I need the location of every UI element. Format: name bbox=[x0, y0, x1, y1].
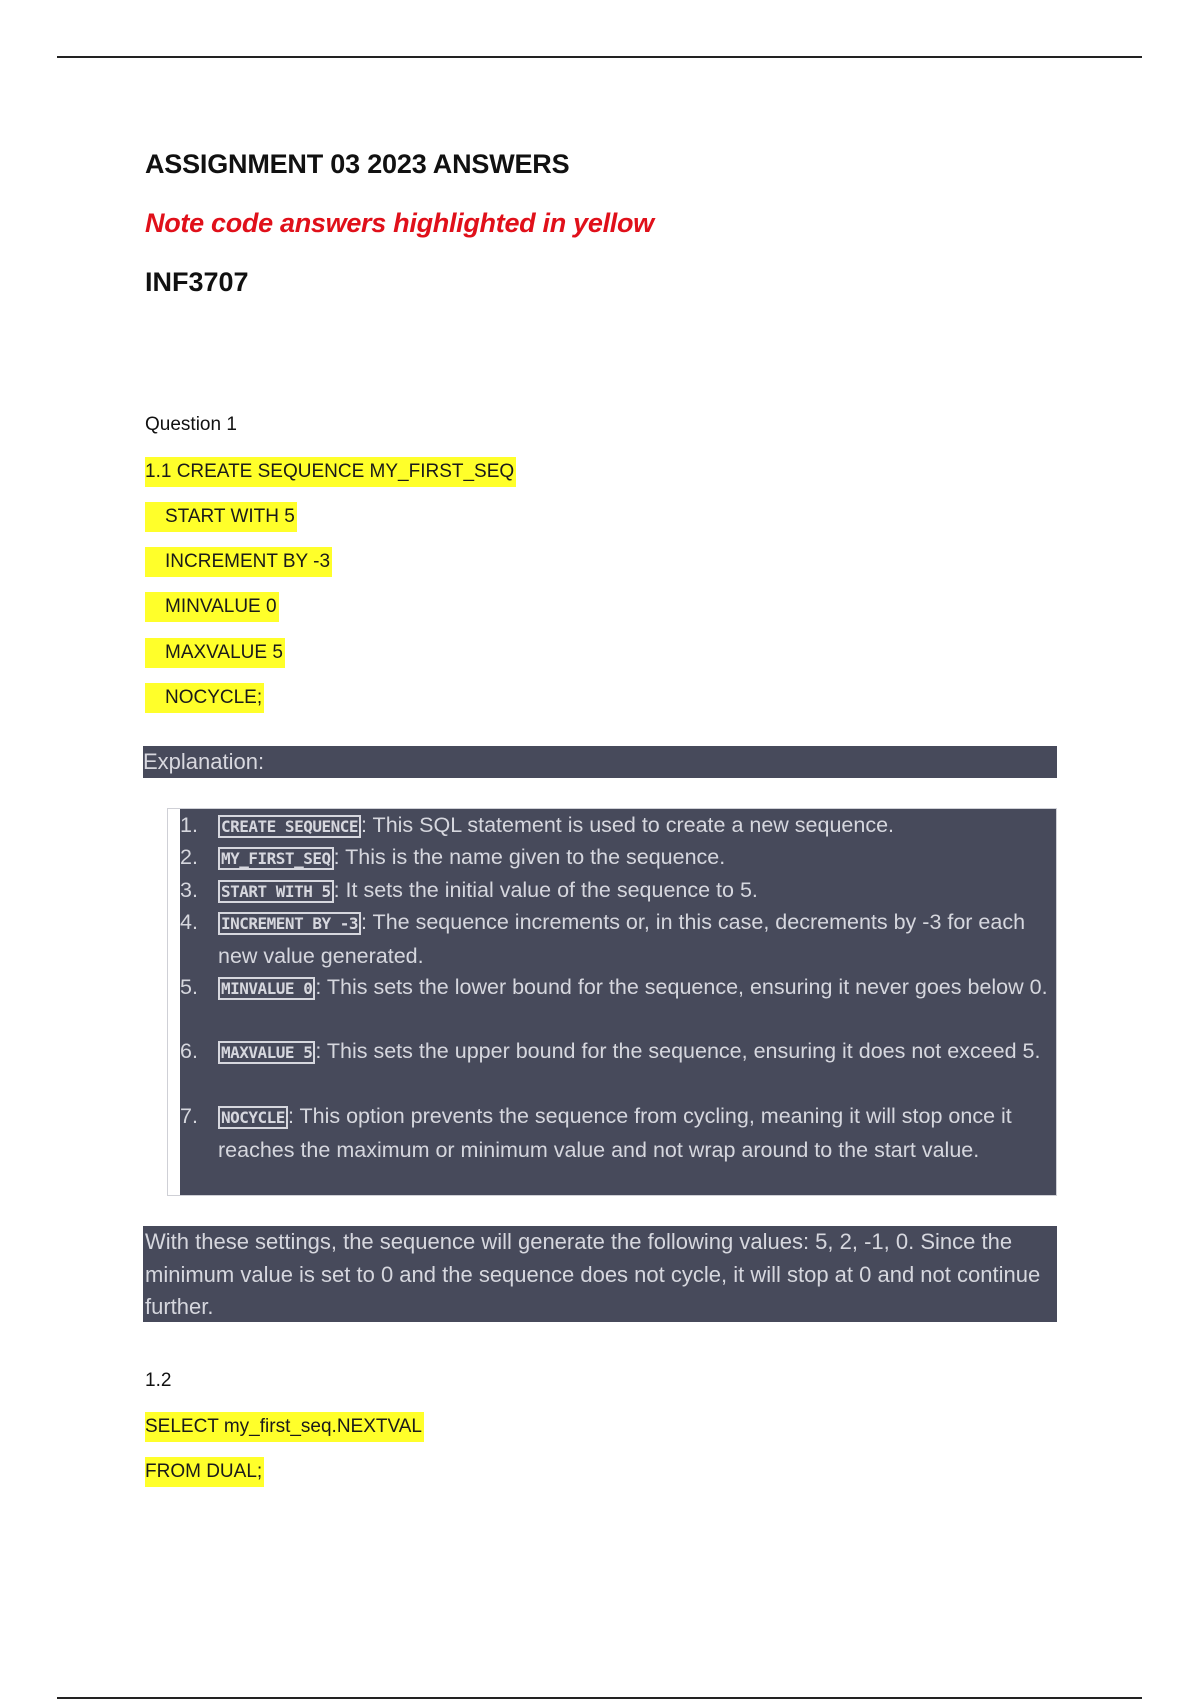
code-line: MINVALUE 0 bbox=[145, 592, 279, 622]
list-item-text: : It sets the initial value of the sequence to 5. bbox=[333, 877, 758, 902]
list-item-text: : The sequence increments or, in this case, decrements by -3 for each new value generated. bbox=[218, 909, 1026, 969]
code-line: INCREMENT BY -3 bbox=[145, 547, 332, 577]
inline-code: MAXVALUE 5 bbox=[218, 1041, 315, 1064]
code-line: SELECT my_first_seq.NEXTVAL bbox=[145, 1412, 424, 1442]
list-item-number: 3. bbox=[180, 877, 198, 902]
document-title: ASSIGNMENT 03 2023 ANSWERS bbox=[145, 149, 570, 179]
list-item-number: 6. bbox=[180, 1039, 198, 1064]
inline-code: MINVALUE 0 bbox=[218, 977, 315, 1000]
sequence-summary: With these settings, the sequence will generate the following values: 5, 2, -1, 0. Since the minimum value is set to 0 and the sequence does not cycle, it will stop at 0 and not continue further. bbox=[143, 1226, 1057, 1322]
course-code: INF3707 bbox=[145, 267, 249, 297]
list-item-text: : This sets the lower bound for the sequence, ensuring it never goes below 0. bbox=[315, 974, 1048, 999]
code-line: NOCYCLE; bbox=[145, 683, 264, 713]
explanation-heading: Explanation: bbox=[143, 746, 1057, 778]
list-item-text: : This is the name given to the sequence. bbox=[333, 845, 726, 870]
inline-code: MY_FIRST_SEQ bbox=[218, 847, 334, 870]
list-item-number: 4. bbox=[180, 909, 198, 934]
highlight-note: Note code answers highlighted in yellow bbox=[145, 208, 654, 238]
footer-rule bbox=[57, 1697, 1142, 1699]
list-item-number: 7. bbox=[180, 1103, 198, 1128]
list-item-number: 5. bbox=[180, 974, 198, 999]
explanation-list-body bbox=[180, 809, 1056, 1195]
code-line: FROM DUAL; bbox=[145, 1457, 264, 1487]
inline-code: INCREMENT BY -3 bbox=[218, 912, 361, 935]
code-line: MAXVALUE 5 bbox=[145, 638, 285, 668]
question-1-label: Question 1 bbox=[145, 414, 237, 435]
list-item-text: : This option prevents the sequence from cycling, meaning it will stop once it reaches the maximum or minimum value and not wrap around to the start value. bbox=[218, 1103, 1012, 1162]
question-1-2-label: 1.2 bbox=[145, 1370, 172, 1391]
inline-code: CREATE SEQUENCE bbox=[218, 815, 361, 838]
list-item-number: 2. bbox=[180, 845, 198, 870]
inline-code: START WITH 5 bbox=[218, 880, 334, 903]
explanation-list bbox=[167, 808, 1057, 1196]
code-line: 1.1 CREATE SEQUENCE MY_FIRST_SEQ bbox=[145, 457, 516, 487]
header-rule bbox=[57, 56, 1142, 58]
inline-code: NOCYCLE bbox=[218, 1106, 288, 1129]
list-item-text: : This sets the upper bound for the sequence, ensuring it does not exceed 5. bbox=[315, 1039, 1041, 1064]
code-line: START WITH 5 bbox=[145, 502, 297, 532]
list-item-text: : This SQL statement is used to create a new sequence. bbox=[361, 813, 895, 837]
list-item-number: 1. bbox=[180, 813, 198, 837]
